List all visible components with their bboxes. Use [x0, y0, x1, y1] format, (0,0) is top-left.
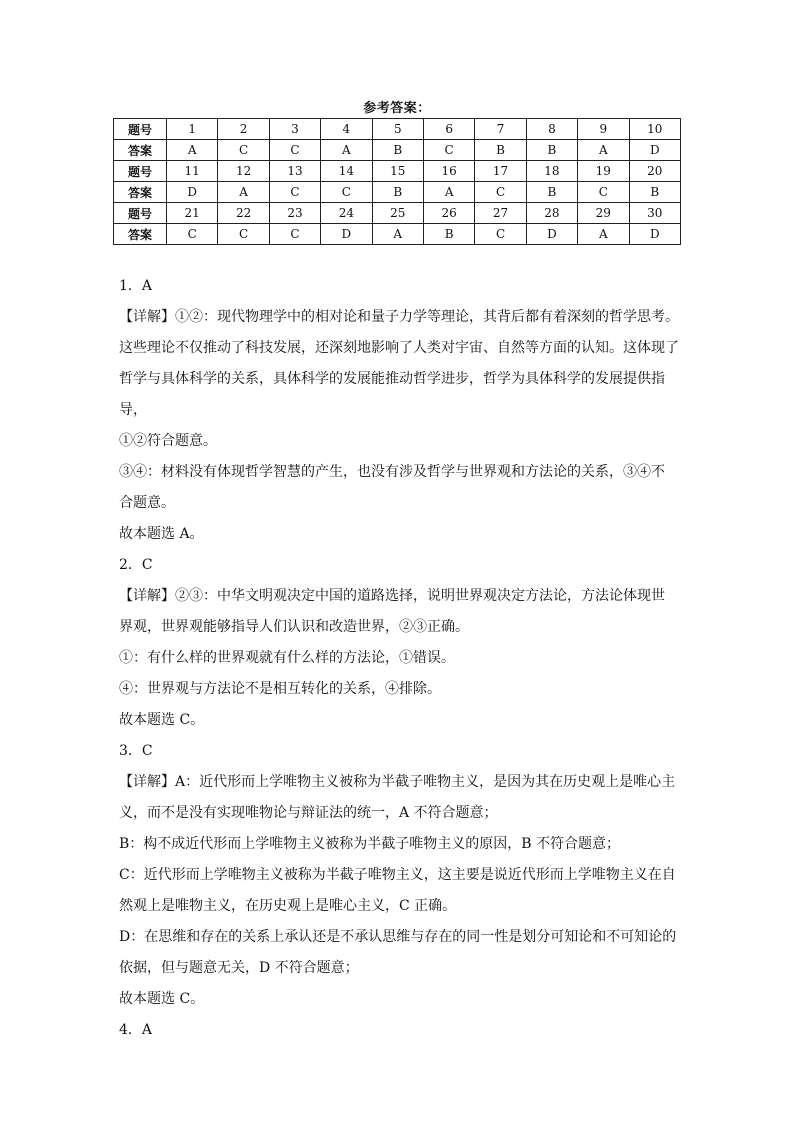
answer-cell: D: [629, 140, 680, 161]
question-number-cell: 29: [578, 203, 629, 224]
answer-cell: B: [372, 182, 423, 203]
question-number-cell: 26: [423, 203, 474, 224]
question-number-cell: 11: [167, 161, 218, 182]
explanation-line: 义，而不是没有实现唯物论与辩证法的统一，A 不符合题意；: [119, 805, 498, 821]
question-number-cell: 2: [218, 119, 269, 140]
table-row-answers: [114, 182, 681, 203]
explanation-line: 然观上是唯物主义，在历史观上是唯心主义，C 正确。: [119, 898, 457, 914]
question-number-cell: 12: [218, 161, 269, 182]
question-heading: 1．A: [119, 278, 153, 294]
answer-cell: B: [475, 140, 526, 161]
question-number-cell: 16: [423, 161, 474, 182]
answer-cell: A: [578, 224, 629, 245]
question-number-cell: 7: [475, 119, 526, 140]
explanation-line: D：在思维和存在的关系上承认还是不承认思维与存在的同一性是划分可知论和不可知论的: [119, 929, 677, 945]
question-number-cell: 25: [372, 203, 423, 224]
question-heading: 2．C: [119, 557, 153, 573]
answer-cell: B: [526, 140, 577, 161]
question-number-cell: 9: [578, 119, 629, 140]
answer-cell: A: [321, 140, 372, 161]
table-row-numbers: [114, 203, 681, 224]
answer-cell: D: [526, 224, 577, 245]
explanation-line: ③④：材料没有体现哲学智慧的产生，也没有涉及哲学与世界观和方法论的关系，③④不: [119, 464, 665, 480]
explanation-line: C：近代形而上学唯物主义被称为半截子唯物主义，这主要是说近代形而上学唯物主义在自: [119, 867, 676, 883]
explanation-line: 【详解】②③：中华文明观决定中国的道路选择，说明世界观决定方法论，方法论体现世: [119, 588, 665, 604]
conclusion-line: 故本题选 A。: [119, 526, 204, 542]
answer-cell: C: [269, 224, 320, 245]
explanation-line: ④：世界观与方法论不是相互转化的关系，④排除。: [119, 681, 441, 697]
question-number-cell: 18: [526, 161, 577, 182]
question-number-cell: 14: [321, 161, 372, 182]
question-number-cell: 15: [372, 161, 423, 182]
explanation-line: 【详解】①②：现代物理学中的相对论和量子力学等理论，其背后都有着深刻的哲学思考。: [119, 309, 679, 325]
answer-table: [113, 118, 681, 245]
explanation-line: ①②符合题意。: [119, 433, 217, 449]
answer-cell: C: [578, 182, 629, 203]
question-number-cell: 3: [269, 119, 320, 140]
question-number-cell: 21: [167, 203, 218, 224]
question-number-cell: 28: [526, 203, 577, 224]
question-number-cell: 6: [423, 119, 474, 140]
question-number-cell: 27: [475, 203, 526, 224]
question-number-cell: 17: [475, 161, 526, 182]
answer-cell: C: [218, 140, 269, 161]
explanations: [119, 271, 685, 1046]
question-number-cell: 30: [629, 203, 680, 224]
question-number-cell: 24: [321, 203, 372, 224]
answer-cell: C: [475, 182, 526, 203]
answer-cell: D: [321, 224, 372, 245]
question-number-cell: 8: [526, 119, 577, 140]
explanation-line: 哲学与具体科学的关系，具体科学的发展能推动哲学进步，哲学为具体科学的发展提供指导，: [119, 371, 665, 418]
explanation-line: 【详解】A：近代形而上学唯物主义被称为半截子唯物主义，是因为其在历史观上是唯心主: [119, 774, 676, 790]
explanation-line: 依据，但与题意无关，D 不符合题意；: [119, 960, 359, 976]
explanation-line: 合题意。: [119, 495, 175, 511]
row-label-answer: 答案: [114, 224, 167, 245]
answer-cell: C: [269, 182, 320, 203]
explanation-line: 界观，世界观能够指导人们认识和改造世界，②③正确。: [119, 619, 469, 635]
table-row-answers: [114, 140, 681, 161]
table-row-numbers: [114, 161, 681, 182]
conclusion-line: 故本题选 C。: [119, 991, 205, 1007]
question-number-cell: 13: [269, 161, 320, 182]
table-row-numbers: [114, 119, 681, 140]
question-number-cell: 22: [218, 203, 269, 224]
question-number-cell: 5: [372, 119, 423, 140]
question-heading: 3．C: [119, 743, 153, 759]
explanation-line: ①：有什么样的世界观就有什么样的方法论，①错误。: [119, 650, 455, 666]
answer-cell: A: [423, 182, 474, 203]
answer-cell: C: [423, 140, 474, 161]
answer-cell: A: [372, 224, 423, 245]
answer-cell: B: [629, 182, 680, 203]
question-heading: 4．A: [119, 1022, 153, 1038]
question-number-cell: 19: [578, 161, 629, 182]
explanation-line: B：构不成近代形而上学唯物主义被称为半截子唯物主义的原因，B 不符合题意；: [119, 836, 621, 852]
answer-cell: A: [218, 182, 269, 203]
question-number-cell: 23: [269, 203, 320, 224]
row-label-number: 题号: [114, 119, 167, 140]
question-number-cell: 4: [321, 119, 372, 140]
question-number-cell: 10: [629, 119, 680, 140]
table-row-answers: [114, 224, 681, 245]
answer-cell: C: [167, 224, 218, 245]
answer-cell: D: [167, 182, 218, 203]
row-label-answer: 答案: [114, 140, 167, 161]
question-number-cell: 20: [629, 161, 680, 182]
answer-cell: A: [167, 140, 218, 161]
row-label-number: 题号: [114, 161, 167, 182]
explanation-line: 这些理论不仅推动了科技发展，还深刻地影响了人类对宇宙、自然等方面的认知。这体现了: [119, 340, 679, 356]
answer-cell: C: [269, 140, 320, 161]
answer-cell: A: [578, 140, 629, 161]
answer-cell: B: [372, 140, 423, 161]
row-label-answer: 答案: [114, 182, 167, 203]
answer-cell: C: [218, 224, 269, 245]
conclusion-line: 故本题选 C。: [119, 712, 205, 728]
question-number-cell: 1: [167, 119, 218, 140]
row-label-number: 题号: [114, 203, 167, 224]
answer-cell: C: [475, 224, 526, 245]
answer-cell: B: [526, 182, 577, 203]
answer-cell: D: [629, 224, 680, 245]
answer-cell: C: [321, 182, 372, 203]
answer-cell: B: [423, 224, 474, 245]
answer-key-title: 参考答案：: [363, 101, 431, 116]
